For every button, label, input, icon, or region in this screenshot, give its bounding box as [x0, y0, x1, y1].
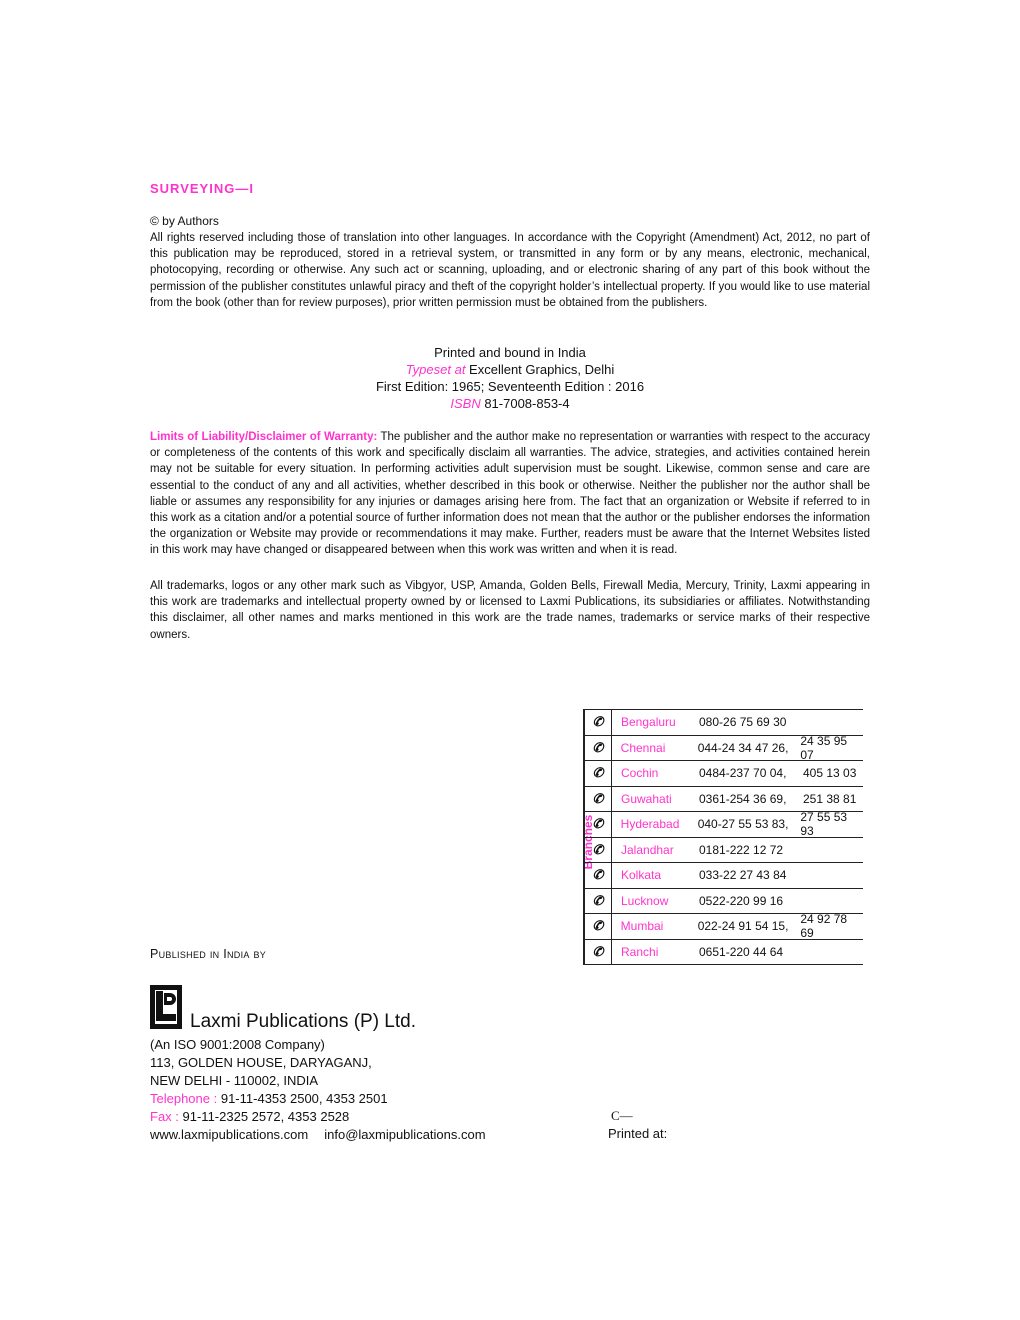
logo-letter-p [164, 993, 176, 1005]
website-link[interactable]: www.laxmipublications.com [150, 1127, 309, 1142]
typeset-line [300, 361, 720, 378]
address-line-2: NEW DELHI - 110002, INDIA [150, 1073, 319, 1088]
rights-paragraph: All rights reserved including those of translation into other languages. In accordance with the Copyright (Amendment) Act, 2012, no part of this publication may be reproduced, stored in a retrieval system, or transmitted in any form or by any means, electronic, mechanical, photocopying, recording or otherwise. Any such act or scanning, uploading, and or electronic sharing of any part of this book without the permission of the publisher constitutes unlawful piracy and theft of the copyright holder’s intellectual property. If you would like to use material from the book (other than for review purposes), prior written permission must be obtained from the publishers. [150, 232, 870, 309]
branch-phone-primary: 044-24 34 47 26, [697, 740, 789, 755]
typeset-value: Excellent Graphics, Delhi [465, 362, 615, 377]
branch-row [583, 863, 863, 889]
disclaimer-paragraph [150, 429, 870, 559]
branch-phone-primary: 022-24 91 54 15, [697, 919, 789, 934]
branch-phone-primary: 0522-220 99 16 [699, 893, 784, 908]
branch-phone-primary: 0181-222 12 72 [699, 842, 784, 857]
branch-city: Guwahati [621, 791, 672, 806]
branch-row [583, 709, 863, 736]
printed-bound-line: Printed and bound in India [434, 345, 586, 360]
phone-icon: ✆ [583, 838, 612, 863]
branch-phone-primary: 080-26 75 69 30 [699, 715, 787, 730]
isbn-label: ISBN [450, 396, 481, 411]
phone-icon: ✆ [583, 889, 612, 914]
imprint-block [300, 344, 720, 412]
printer-code: C— [611, 1108, 633, 1123]
branch-city: Bengaluru [621, 715, 676, 730]
telephone-label: Telephone : [150, 1091, 218, 1106]
phone-icon: ✆ [583, 736, 612, 761]
phone-icon: ✆ [583, 940, 612, 965]
branch-phone-primary: 0484-237 70 04, [699, 766, 787, 781]
publisher-address-block [150, 1036, 486, 1144]
fax-value: 91-11-2325 2572, 4353 2528 [178, 1109, 350, 1124]
branch-city: Cochin [621, 766, 659, 781]
branch-row [583, 787, 863, 813]
fax-label: Fax : [150, 1109, 179, 1124]
branch-row [583, 812, 863, 838]
printer-block [608, 1107, 667, 1143]
branch-row [583, 733, 863, 762]
iso-line: (An ISO 9001:2008 Company) [150, 1037, 325, 1052]
isbn-line [300, 395, 720, 412]
published-by-label: Published in India by [150, 947, 267, 961]
telephone-value: 91-11-4353 2500, 4353 2501 [217, 1091, 388, 1106]
branches-table [583, 709, 863, 965]
branch-phone-secondary: 27 55 53 93 [800, 810, 848, 839]
branch-city: Mumbai [620, 919, 664, 934]
branch-row [583, 838, 863, 864]
disclaimer-label: Limits of Liability/Disclaimer of Warranty: [150, 431, 378, 443]
branch-phone-primary: 040-27 55 53 83, [697, 817, 789, 832]
branches-label: Branches [581, 814, 595, 870]
branch-row [583, 889, 863, 915]
branch-city: Ranchi [621, 944, 659, 959]
branch-city: Kolkata [621, 868, 662, 883]
branch-phone-secondary: 251 38 81 [803, 791, 857, 806]
disclaimer-text: The publisher and the author make no representation or warranties with respect to the accuracy or completeness of the contents of this work and specifically disclaim all warranties. The advice, strategies, and activities contained herein may not be suitable for every situation. In performing activities adult supervision must be sought. Likewise, common sense and care are essential to the conduct of any and all activities, whether described in this book or otherwise. Neither the publisher nor the author shall be liable or assumes any responsibility for any injuries or damages arising here from. The fact that an organization or Website if referred to in this work as a citation and/or a potential source of further information does not mean that the author or the publisher endorses the information the organization or Website may provide or recommendations it may make. Further, readers must be aware that the Internet Websites listed in this work may have changed or disappeared between when this work was written and when it is read. [150, 431, 870, 557]
isbn-value: 81-7008-853-4 [480, 396, 570, 411]
fax-line [150, 1108, 486, 1126]
phone-icon: ✆ [583, 761, 612, 786]
branch-phone-primary: 0361-254 36 69, [699, 791, 787, 806]
branch-phone-primary: 033-22 27 43 84 [699, 868, 787, 883]
copyright-line: © by Authors [150, 214, 219, 228]
branch-phone-secondary: 24 35 95 07 [800, 733, 848, 762]
printed-at-label: Printed at: [608, 1126, 668, 1141]
branch-phone-primary: 0651-220 44 64 [699, 944, 784, 959]
branch-row [583, 940, 863, 966]
typeset-label: Typeset at [405, 362, 466, 377]
branch-phone-secondary: 405 13 03 [803, 766, 857, 781]
email-link[interactable]: info@laxmipublications.com [324, 1127, 486, 1142]
branch-city: Lucknow [621, 893, 669, 908]
branch-city: Jalandhar [621, 842, 674, 857]
telephone-line [150, 1090, 486, 1108]
publisher-name: Laxmi Publications (P) Ltd. [190, 1011, 416, 1032]
branch-row [583, 914, 863, 940]
branch-city: Hyderabad [620, 817, 680, 832]
branch-phone-secondary: 24 92 78 69 [800, 912, 848, 941]
phone-icon: ✆ [583, 787, 612, 812]
branch-row [583, 761, 863, 787]
editions-line: First Edition: 1965; Seventeenth Edition : 2016 [375, 379, 645, 394]
phone-icon: ✆ [583, 812, 612, 837]
branch-city: Chennai [620, 740, 666, 755]
phone-icon: ✆ [583, 863, 612, 888]
phone-icon: ✆ [583, 914, 612, 939]
web-line [150, 1126, 486, 1144]
trademarks-paragraph: All trademarks, logos or any other mark such as Vibgyor, USP, Amanda, Golden Bells, Firewall Media, Mercury, Trinity, Laxmi appearing in this work are trademarks and intellectual property owned by or licensed to Laxmi Publications, its subsidiaries or affiliates. Notwithstanding this disclaimer, all other names and marks mentioned in this work are the trade names, trademarks or service marks of their respective owners. [150, 580, 870, 641]
phone-icon: ✆ [583, 710, 612, 735]
logo-letter-l-base [156, 1014, 176, 1021]
address-line-1: 113, GOLDEN HOUSE, DARYAGANJ, [150, 1055, 372, 1070]
book-title: SURVEYING—I [150, 181, 254, 196]
publisher-logo-icon [150, 985, 182, 1029]
